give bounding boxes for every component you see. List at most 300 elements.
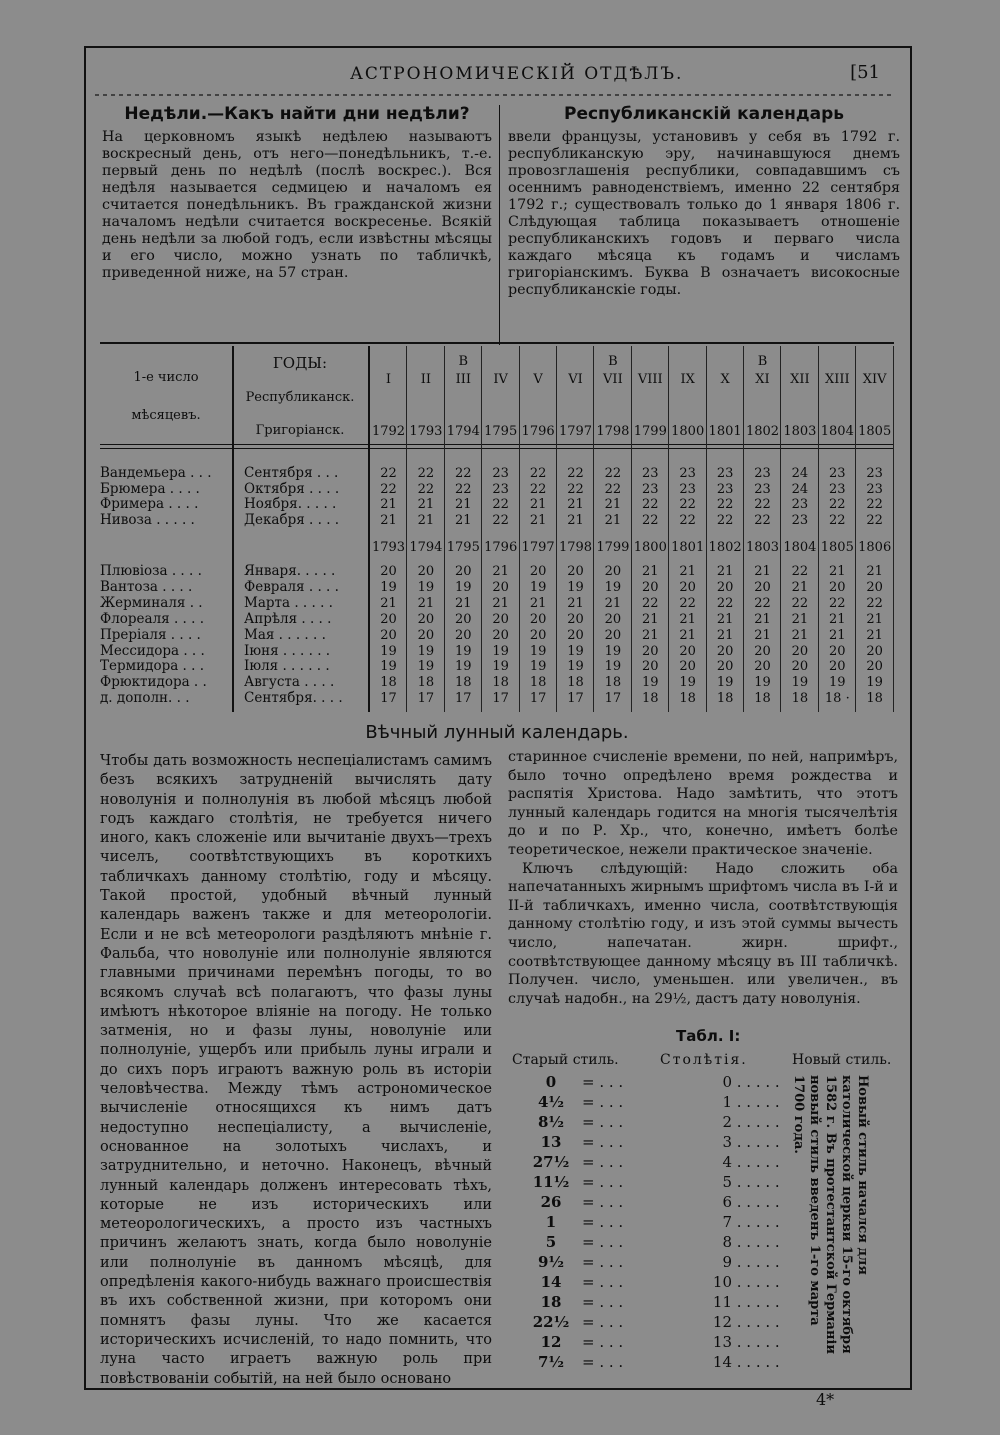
day-value: 22 (455, 466, 472, 481)
day-value: 21 (417, 512, 435, 528)
day-value: 18 (642, 691, 659, 707)
day-value: 21 (679, 611, 696, 627)
table1-col-old: Старый стиль. (512, 1052, 619, 1068)
old-style-value: 26 (540, 1193, 562, 1211)
leap-year-mark: В (608, 354, 618, 369)
old-style-value: 11½ (532, 1173, 570, 1191)
dot-leader: . . . . . (732, 1333, 780, 1351)
gregorian-year: 1800 (633, 540, 667, 555)
century-value: 4 (722, 1153, 732, 1171)
day-value: 20 (679, 643, 696, 659)
day-value: 22 (829, 512, 846, 528)
table1-col-centuries: Столѣтія. (660, 1052, 748, 1068)
republican-month: Жерминаля . . (100, 594, 203, 611)
gregorian-year: 1793 (409, 424, 443, 439)
century-value: 2 (722, 1113, 732, 1131)
day-value: 22 (380, 481, 397, 497)
republican-year: IV (493, 372, 508, 387)
day-value: 19 (417, 659, 435, 675)
day-value: 21 (866, 611, 883, 627)
day-value: 23 (679, 466, 696, 481)
day-value: 22 (679, 497, 696, 512)
equals-leader: = . . . (582, 1353, 624, 1371)
day-value: 23 (492, 481, 509, 497)
day-value: 21 (791, 579, 809, 595)
head-first-day: 1-е число (133, 370, 199, 385)
day-value: 20 (716, 643, 734, 659)
day-value: 21 (829, 627, 846, 643)
day-value: 21 (604, 497, 622, 512)
republican-month: Нивоза . . . . . (100, 511, 195, 528)
dot-leader: . . . . . (732, 1353, 780, 1371)
dot-leader: . . . . . (732, 1253, 780, 1271)
day-value: 21 (754, 627, 771, 643)
dot-leader: . . . . . (732, 1313, 780, 1331)
equals-leader: = . . . (582, 1233, 624, 1251)
day-value: 21 (716, 627, 734, 643)
old-style-value: 7½ (537, 1353, 565, 1371)
republican-year: X (720, 372, 730, 387)
century-value: 13 (712, 1333, 732, 1351)
lunar-right-text (508, 748, 898, 1008)
republican-month: Вандемьера . . . (100, 465, 212, 481)
table1-row (520, 1232, 780, 1252)
day-value: 18 (679, 691, 696, 707)
day-value: 21 (455, 595, 472, 611)
day-value: 19 (529, 579, 547, 595)
weeks-title: Недѣли.—Какъ найти дни недѣли? (124, 104, 470, 124)
day-value: 21 (679, 627, 696, 643)
day-value: 17 (380, 691, 397, 707)
gregorian-month: Ноября. . . . . (244, 496, 337, 512)
republican-month: д. дополн. . . (100, 690, 190, 707)
dot-leader: . . . . . (732, 1173, 780, 1191)
day-value: 21 (455, 497, 472, 512)
day-value: 21 (866, 564, 883, 579)
day-value: 24 (791, 481, 809, 497)
dot-leader: . . . . . (732, 1273, 780, 1291)
lunar-left-text: Чтобы дать возможность неспеціалистамъ самимъ безъ всякихъ затрудненій вычислять дату новолунія и полнолунія въ любой мѣсяцъ любой годъ каждаго столѣтія, не требуется ничего иного, какъ сложеніе или вычитаніе двухъ—трехъ чиселъ, соотвѣтствующихъ въ короткихъ табличкахъ данному столѣтію, году и мѣсяцу. Такой простой, удобный вѣчный лунный календарь важенъ также и для метеорологіи. Если и не всѣ метеорологи раздѣляютъ мнѣніе г. Фальба, что новолуніе или полнолуніе являются главными причинами перемѣнъ погоды, то во всякомъ случаѣ всѣ полагаютъ, что фазы луны имѣютъ нѣкоторое вліяніе на погоду. Не только затменія, но и фазы луны, новолуніе или полнолуніе, ущербъ или прибыль луны играли и до сихъ поръ играютъ важную роль въ исторіи человѣчества. Между тѣмъ астрономическое вычисленіе относящихся къ нимъ датъ недоступно неспеціалисту, а вычисленіе, основанное на золотыхъ числахъ, и затруднительно, и неточно. Наконецъ, вѣчный лунный календарь долженъ интересовать тѣхъ, которые не изъ историческихъ или метеорологическихъ, а просто изъ частныхъ причинъ желаютъ знать, когда было новолуніе или полнолуніе въ данномъ мѣсяцѣ, для опредѣленія какого-нибудь важнаго происшествія въ ихъ собственной жизни, при которомъ они помнятъ фазы луны. Что же касается историческихъ исчисленій, то надо помнить, что луна часто играетъ важную роль при повѣствованіи событій, на ней было основано (100, 753, 492, 1387)
day-value: 21 (529, 497, 547, 512)
republican-year: XII (790, 372, 810, 387)
day-value: 19 (417, 643, 435, 659)
lunar-right-paragraph: старинное счисленіе времени, по ней, напримѣръ, было точно опредѣлено время рождества и распятія Христова. Надо замѣтить, что этотъ лунный календарь годится на многія тысячелѣтія до и по Р. Хр., что, конечно, имѣетъ болѣе теоретическое, нежели практическое значеніе. (508, 749, 898, 858)
day-value: 18 (567, 675, 584, 691)
equals-leader: = . . . (582, 1133, 624, 1151)
dot-leader: . . . . . (732, 1193, 780, 1211)
day-value: 20 (380, 611, 397, 627)
century-value: 5 (722, 1173, 732, 1191)
gregorian-month: Іюня . . . . . . (244, 642, 331, 659)
old-style-value: 12 (540, 1333, 562, 1351)
day-value: 20 (754, 659, 771, 675)
day-value: 20 (754, 579, 771, 595)
day-value: 21 (604, 595, 622, 611)
day-value: 20 (455, 627, 472, 643)
republican-month: Мессидора . . . (100, 642, 205, 659)
day-value: 22 (604, 466, 622, 481)
head-years: ГОДЫ: (272, 354, 328, 372)
day-value: 21 (380, 497, 397, 512)
republican-year: XIII (824, 372, 850, 387)
dot-leader: . . . . . (732, 1153, 780, 1171)
gregorian-year: 1794 (446, 424, 480, 439)
gregorian-month: Марта . . . . . (244, 594, 333, 611)
day-value: 23 (679, 481, 696, 497)
day-value: 19 (567, 659, 584, 675)
gregorian-year: 1798 (596, 424, 630, 439)
gregorian-year: 1801 (671, 540, 705, 555)
day-value: 20 (866, 659, 883, 675)
day-value: 20 (380, 564, 397, 579)
table-head-rule-2 (100, 448, 894, 449)
day-value: 22 (417, 466, 435, 481)
gregorian-month: Іюля . . . . . . (244, 658, 330, 675)
day-value: 21 (754, 611, 771, 627)
day-value: 20 (716, 579, 734, 595)
republican-year: VII (603, 372, 623, 387)
gregorian-year: 1797 (558, 424, 593, 439)
head-gregorian: Григоріанск. (255, 423, 345, 438)
gregorian-year: 1800 (671, 424, 705, 439)
day-value: 18 (455, 675, 472, 691)
running-header (100, 62, 880, 92)
old-style-value: 0 (545, 1073, 557, 1091)
day-value: 20 (567, 627, 584, 643)
day-value: 22 (866, 497, 883, 512)
day-value: 19 (455, 579, 472, 595)
day-value: 20 (754, 643, 771, 659)
day-value: 23 (754, 481, 771, 497)
century-value: 8 (722, 1233, 732, 1251)
day-value: 22 (829, 497, 846, 512)
gregorian-year: 1792 (371, 424, 406, 439)
equals-leader: = . . . (582, 1173, 624, 1191)
day-value: 19 (417, 579, 435, 595)
column-divider (499, 105, 500, 345)
dot-leader: . . . . . (732, 1293, 780, 1311)
day-value: 22 (866, 595, 883, 611)
dot-leader: . . . . . (732, 1213, 780, 1231)
gregorian-year: 1801 (708, 424, 742, 439)
gregorian-month: Сентября. . . . (244, 690, 343, 707)
republican-year: II (420, 372, 432, 387)
lunar-key-paragraph: Ключъ слѣдующій: Надо сложить оба напечатанныхъ жирнымъ шрифтомъ числа въ І-й и ІІ-й табличкахъ, именно числа, соотвѣтствующія данному столѣтію году, и изъ этой суммы вычесть число, напечатан. жирн. шрифт., соотвѣтствующее данному мѣсяцу въ ІІІ табличкѣ. Получен. число, уменьшен. или увеличен., въ случаѣ надобн., на 29½, дастъ дату новолунія. (508, 860, 898, 1007)
old-style-value: 1 (545, 1213, 557, 1231)
day-value: 23 (716, 466, 734, 481)
day-value: 21 (492, 564, 509, 579)
day-value: 21 (679, 564, 696, 579)
republican-title: Республиканскій календарь (563, 104, 844, 124)
day-value: 19 (604, 643, 622, 659)
day-value: 23 (642, 481, 659, 497)
day-value: 20 (791, 643, 809, 659)
section-title: АСТРОНОМИЧЕСКІЙ ОТДѢЛЪ. (350, 64, 684, 84)
day-value: 20 (417, 611, 435, 627)
table-head-rule (100, 444, 894, 445)
day-value: 17 (417, 691, 435, 707)
republican-month: Фримера . . . . (100, 496, 199, 512)
gregorian-year: 1805 (858, 424, 892, 439)
day-value: 23 (829, 466, 846, 481)
day-value: 21 (791, 627, 809, 643)
day-value: 20 (492, 627, 509, 643)
republican-year: III (455, 372, 471, 387)
dot-leader: . . . . . (732, 1073, 780, 1091)
day-value: 21 (642, 627, 659, 643)
day-value: 20 (604, 564, 622, 579)
old-style-value: 18 (540, 1293, 562, 1311)
day-value: 20 (679, 659, 696, 675)
day-value: 20 (567, 564, 584, 579)
republican-year: VI (568, 372, 583, 387)
day-value: 20 (716, 659, 734, 675)
gregorian-year: 1799 (633, 424, 667, 439)
day-value: 19 (604, 579, 622, 595)
day-value: 19 (529, 659, 547, 675)
equals-leader: = . . . (582, 1313, 624, 1331)
gregorian-year: 1799 (596, 540, 630, 555)
day-value: 22 (679, 595, 696, 611)
day-value: 20 (492, 611, 509, 627)
equals-leader: = . . . (582, 1193, 624, 1211)
day-value: 19 (380, 659, 397, 675)
gregorian-month: Октября . . . . (244, 480, 340, 497)
gregorian-year: 1802 (745, 424, 780, 439)
republican-month: Флореаля . . . . (100, 610, 205, 627)
day-value: 18 (716, 691, 734, 707)
equals-leader: = . . . (582, 1093, 624, 1111)
day-value: 22 (716, 512, 734, 528)
equals-leader: = . . . (582, 1073, 624, 1091)
day-value: 22 (529, 481, 547, 497)
day-value: 20 (642, 659, 659, 675)
day-value: 19 (791, 675, 809, 691)
day-value: 20 (417, 627, 435, 643)
table1-row (520, 1132, 780, 1152)
gregorian-month: Августа . . . . (244, 674, 335, 691)
day-value: 20 (642, 643, 659, 659)
day-value: 21 (829, 564, 846, 579)
day-value: 21 (417, 595, 435, 611)
day-value: 22 (492, 497, 509, 512)
day-value: 20 (679, 579, 696, 595)
day-value: 20 (529, 627, 547, 643)
day-value: 20 (455, 611, 472, 627)
day-value: 22 (866, 512, 883, 528)
republican-month: Брюмера . . . . (100, 480, 200, 497)
table1-row (520, 1272, 780, 1292)
dot-leader: . . . . . (732, 1133, 780, 1151)
day-value: 21 (417, 497, 435, 512)
gregorian-year: 1804 (783, 540, 817, 555)
table-label-rule (232, 346, 234, 712)
old-style-value: 9½ (537, 1253, 565, 1271)
day-value: 23 (716, 481, 734, 497)
signature-mark: 4* (816, 1390, 835, 1409)
day-value: 23 (791, 497, 809, 512)
day-value: 21 (455, 512, 472, 528)
day-value: 21 (642, 564, 659, 579)
old-style-value: 22½ (532, 1313, 570, 1331)
day-value: 18 (866, 691, 883, 707)
day-value: 22 (679, 512, 696, 528)
gregorian-month: Апрѣля . . . . (244, 610, 332, 627)
equals-leader: = . . . (582, 1273, 624, 1291)
day-value: 19 (679, 675, 696, 691)
century-value: 1 (722, 1093, 732, 1111)
day-value: 20 (791, 659, 809, 675)
day-value: 20 (529, 611, 547, 627)
day-value: 22 (567, 466, 584, 481)
old-style-value: 13 (540, 1133, 562, 1151)
gregorian-year: 1803 (783, 424, 817, 439)
header-rule (95, 94, 895, 96)
leap-year-mark: В (757, 354, 768, 369)
day-value: 18 (791, 691, 809, 707)
gregorian-month: Декабря . . . . (244, 511, 340, 528)
day-value: 18 (604, 675, 622, 691)
century-value: 10 (712, 1273, 732, 1291)
gregorian-year: 1806 (858, 540, 892, 555)
day-value: 18 (492, 675, 509, 691)
dot-leader: . . . . . (732, 1093, 780, 1111)
day-value: 19 (380, 643, 397, 659)
gregorian-year: 1802 (708, 540, 742, 555)
day-value: 21 (492, 595, 509, 611)
table1-row (520, 1112, 780, 1132)
day-value: 19 (455, 659, 472, 675)
day-value: 21 (380, 512, 397, 528)
day-value: 19 (567, 579, 584, 595)
day-value: 20 (829, 659, 846, 675)
page-number: [51 (850, 62, 880, 83)
day-value: 22 (417, 481, 435, 497)
day-value: 23 (866, 466, 883, 481)
day-value: 24 (791, 466, 809, 481)
republican-year: I (385, 372, 392, 387)
day-value: 20 (829, 643, 846, 659)
gregorian-year: 1798 (558, 540, 593, 555)
weeks-text: На церковномъ языкѣ недѣлею называютъ воскресный день, отъ него—понедѣльникъ, т.-е. первый день по недѣлѣ (послѣ воскрес.). Вся недѣля называется седмицею и началомъ ея считается понедѣльникъ. Въ гражданской жизни началомъ недѣли считается воскресенье. Всякій день недѣли за любой годъ, если извѣстны мѣсяцы и его число, можно узнать по табличкѣ, приведенной ниже, на 57 стран. (102, 129, 492, 281)
gregorian-year: 1794 (409, 540, 443, 555)
day-value: 21 (829, 611, 846, 627)
day-value: 22 (642, 595, 659, 611)
day-value: 22 (754, 497, 771, 512)
day-value: 22 (754, 512, 771, 528)
gregorian-year: 1795 (484, 424, 518, 439)
republican-month: Преріаля . . . . (100, 626, 201, 643)
century-value: 7 (722, 1213, 732, 1231)
republican-year: VIII (637, 372, 663, 387)
gregorian-year: 1797 (521, 540, 555, 555)
day-value: 19 (492, 643, 509, 659)
day-value: 19 (642, 675, 659, 691)
day-value: 20 (492, 579, 509, 595)
day-value: 20 (417, 564, 435, 579)
day-value: 17 (604, 691, 622, 707)
equals-leader: = . . . (582, 1113, 624, 1131)
day-value: 19 (829, 675, 846, 691)
gregorian-month: Сентября . . . (244, 465, 339, 481)
day-value: 18 (754, 691, 771, 707)
day-value: 21 (567, 512, 584, 528)
century-value: 3 (722, 1133, 732, 1151)
table1-row (520, 1252, 780, 1272)
old-style-value: 8½ (537, 1113, 565, 1131)
day-value: 19 (455, 643, 472, 659)
day-value: 19 (866, 675, 883, 691)
old-style-value: 5 (545, 1233, 557, 1251)
day-value: 19 (492, 659, 509, 675)
table1-row (520, 1172, 780, 1192)
day-value: 17 (492, 691, 509, 707)
gregorian-year: 1796 (521, 424, 555, 439)
table1-row (520, 1332, 780, 1352)
day-value: 20 (529, 564, 547, 579)
day-value: 23 (492, 466, 509, 481)
day-value: 20 (604, 627, 622, 643)
day-value: 21 (791, 611, 809, 627)
head-republican: Республиканск. (245, 390, 355, 405)
republican-month: Термидора . . . (100, 658, 205, 675)
day-value: 21 (642, 611, 659, 627)
day-value: 17 (529, 691, 547, 707)
gregorian-month: Февраля . . . . (244, 578, 339, 595)
day-value: 23 (642, 466, 659, 481)
gregorian-year: 1793 (371, 540, 406, 555)
table-top-rule (100, 342, 894, 344)
gregorian-month: Января. . . . . (244, 563, 336, 579)
equals-leader: = . . . (582, 1213, 624, 1231)
dot-leader: . . . . . (732, 1113, 780, 1131)
day-value: 22 (529, 466, 547, 481)
gregorian-year: 1803 (745, 540, 780, 555)
gregorian-year: 1805 (820, 540, 854, 555)
day-value: 22 (455, 481, 472, 497)
century-value: 9 (722, 1253, 732, 1271)
table1-row (520, 1212, 780, 1232)
dot-leader: . . . . . (732, 1233, 780, 1251)
old-style-value: 14 (540, 1273, 562, 1291)
day-value: 20 (866, 579, 883, 595)
republican-month: Вантоза . . . . (100, 578, 193, 595)
day-value: 19 (754, 675, 771, 691)
day-value: 20 (642, 579, 659, 595)
republican-year: IX (680, 372, 695, 387)
gregorian-month: Мая . . . . . . (244, 626, 326, 643)
lunar-title: Вѣчный лунный календарь. (365, 722, 629, 743)
day-value: 18 (529, 675, 547, 691)
table1-row (520, 1092, 780, 1112)
gregorian-year: 1795 (446, 540, 480, 555)
day-value: 21 (567, 595, 584, 611)
day-value: 19 (567, 643, 584, 659)
day-value: 22 (791, 564, 809, 579)
day-value: 20 (604, 611, 622, 627)
day-value: 21 (716, 611, 734, 627)
day-value: 22 (604, 481, 622, 497)
day-value: 20 (829, 579, 846, 595)
leap-year-mark: В (458, 354, 469, 369)
old-style-value: 27½ (532, 1153, 570, 1171)
day-value: 22 (380, 466, 397, 481)
equals-leader: = . . . (582, 1153, 624, 1171)
day-value: 19 (529, 643, 547, 659)
century-value: 12 (712, 1313, 732, 1331)
republican-article (508, 106, 900, 299)
table1-row (520, 1192, 780, 1212)
